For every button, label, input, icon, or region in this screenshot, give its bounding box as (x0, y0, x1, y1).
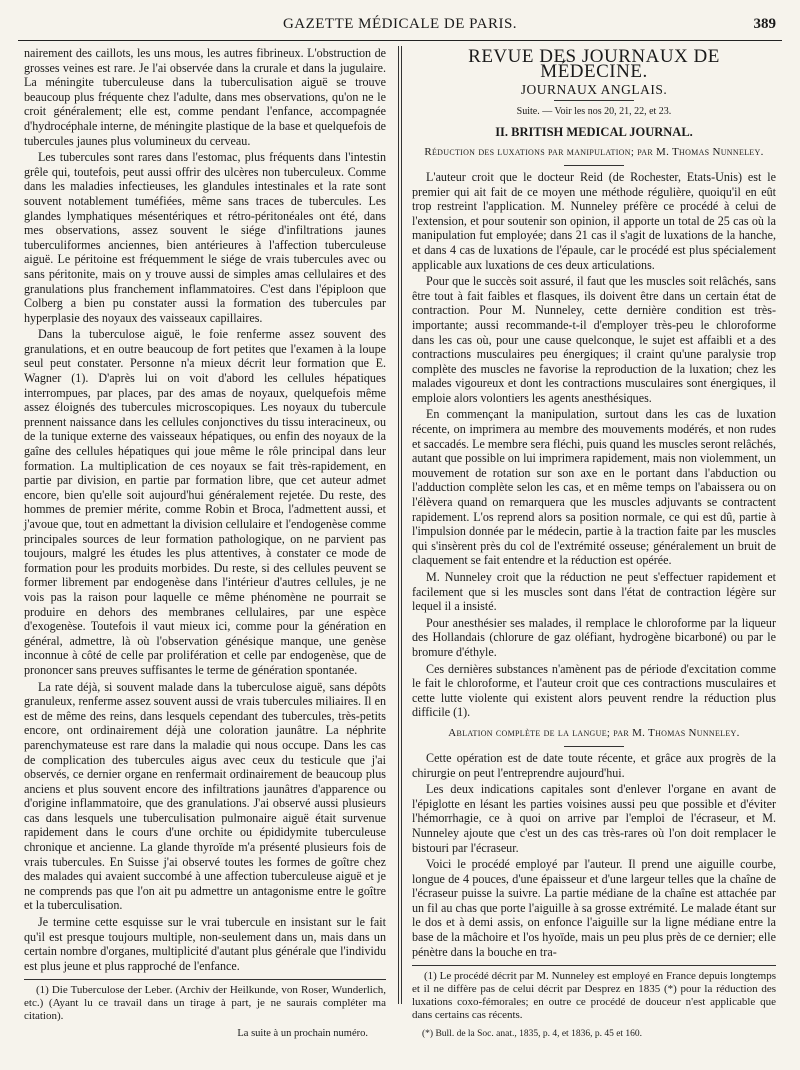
paragraph: L'auteur croit que le docteur Reid (de Rochester, Etats-Unis) est le premier qui ait fait de ce moyen une méthode régulière, quoiqu'il en eût trop restreint l'application. M. Nunneley préfère ce procédé à celui de l'extension, et pour soutenir son opinion, il apporte un total de 25 cas où la manipulation fut employée; dans 21 cas il s'agit de luxations de la hanche, et dans 4 cas de luxations de l'épaule, car le procédé est plus spécialement applicable aux luxations de ces deux articulations. (412, 169, 776, 272)
section-rule (554, 100, 634, 101)
article-rule (564, 165, 624, 166)
footnote: (1) Le procédé décrit par M. Nunneley est employé en France depuis longtemps et il ne diffère pas de celui décrit par Desprez en 1835 (*) pour la réduction des luxations coxo-fémorales; en outre ce procédé de douceur n'est applicable que dans certains cas récents. (412, 970, 776, 1022)
paragraph: Ces dernières substances n'amènent pas de période d'excitation comme le fait le chloroforme, et l'auteur croit que ces contractions musculaires et cette lutte violente qui existent alors peuvent rendre la réduction plus difficile (1). (412, 661, 776, 720)
paragraph: nairement des caillots, les uns mous, les autres fibrineux. L'obstruction de grosses veines est rare. Je l'ai observée dans la crurale et dans la jugulaire. La méningite tuberculeuse dans la tuberculisation aiguë se trouve beaucoup plus fréquente chez l'adulte, dans mes observations, qu'on ne le croit généralement; elle est, comme pendant l'enfance, accompagnée d'hydrocéphale interne, de méningite plastique de la base et quelquefois de tubercules jaunes plus volumineux du cerveau. (24, 46, 386, 148)
continued-note: La suite à un prochain numéro. (237, 1028, 368, 1040)
article-rule (564, 746, 624, 747)
footnote-rule (24, 979, 386, 980)
footnote: (1) Die Tuberculose der Leber. (Archiv der Heilkunde, von Roser, Wunderlich, etc.) (Ayant lu ce travail dans un tirage à part, je ne saurais compléter ma citation). (24, 984, 386, 1023)
left-column (24, 46, 386, 1042)
footnote-rule (412, 965, 776, 966)
paragraph: La rate déjà, si souvent malade dans la tuberculose aiguë, sans dépôts granuleux, renferme assez souvent aussi de vrais tubercules miliaires. Il en est de même des reins, dans lesquels cependant des tubercules, très-petits encore, ont ordinairement déjà une coloration jaunâtre. La néphrite parenchymateuse est rare dans la maladie qui nous occupe. Dans les cas de complication des tubercules aigus avec ceux du testicule que j'ai observés, ce dernier organe en renfermait ordinairement de beaucoup plus anciens et plus souvent encore des infiltrations jaunâtres d'apparence ou d'origine inflammatoire, que des granulations. J'ai observé aussi plusieurs cas dans lesquels une tuberculisation pulmonaire aiguë était survenue rapidement dans le cours d'une orchite ou épididymite tuberculeuse chronique et ancienne. La glande thyroïde m'a présenté plusieurs fois de vrais tubercules. En Suisse j'ai observé toutes les formes de goître chez des malades qui avaient succombé à une affection tuberculeuse aiguë et je ne comprends pas que l'on ait pu admettre un antagonisme entre le goître et la tuberculisation. (24, 679, 386, 913)
paragraph: Voici le procédé employé par l'auteur. Il prend une aiguille courbe, longue de 4 pouces, d'une épaisseur et d'une largeur telles que la chaîne de l'écraseur puisse la suivre. La partie médiane de la chaîne est attachée par un fil au chas que porte l'aiguille à sa grosse extrémité. Le malade étant sur le dos et à demi assis, on enfonce l'aiguille sur la ligne médiane entre la base de la mâchoire et l'os hyoïde, mais un peu plus près de ce dernier; elle pénètre dans la bouche en tra- (412, 857, 776, 959)
column-divider (398, 46, 399, 1004)
revue-title: REVUE DES JOURNAUX DE MÉDECINE. (468, 46, 720, 82)
sub-footnote: (*) Bull. de la Soc. anat., 1835, p. 4, et 1836, p. 45 et 160. (422, 1029, 643, 1040)
paragraph: Les tubercules sont rares dans l'estomac, plus fréquents dans l'intestin grêle qui, toutefois, peut aussi offrir des ulcères non tuberculeux. Comme dans les maladies infectieuses, les glandules intestinales et la rate sont souvent notablement tuméfiées, même sans traces de tubercules. Les glandes lymphatiques mésentériques et rétro-péritonéales ont été, dans mes observations, assez souvent le siége d'infiltrations jaunes tuberculiformes anciennes, bien antérieures à l'affection tuberculeuse aiguë. Le péritoine est fréquemment le siége de vrais tubercules avec ou sans péritonite, mais on y trouve aussi de simples amas cellulaires et des granulations plus franchement inflammatoires. C'est dans l'épiploon que Colberg a bien pu constater aussi la formation des tubercules par hyperplasie des noyaux des vaisseaux capillaires. (24, 150, 386, 325)
paragraph: Dans la tuberculose aiguë, le foie renferme assez souvent des granulations, et en outre beaucoup de fort petites que l'examen à la loupe seul peut constater. Personne n'a mieux décrit leur formation que E. Wagner (1). D'après lui on voit d'abord les cellules hépatiques interrompues, par places, par des amas de noyaux, quelquefois même assez éloignés des tubercules microscopiques. Les noyaux du tubercule prennent naissance dans les cellules conjonctives du tissu interacineux, ou de la tunique externe des vaisseaux hépatiques, ou enfin des noyaux de la gaîne des cellules hépatiques qui joue même le rôle principal dans leur formation. La multiplication de ces noyaux se fait très-rapidement, en partie par division, en partie par formation libre, que cet auteur admet encore, bien qu'elle soit aujourd'hui généralement rejetée. Du reste, des hommes de premier mérite, comme Robin et Broca, l'admettent aussi, et j'avoue que, tout en admettant la division cellulaire et l'endogenèse comme principales sources de leur formation pathologique, on ne parvient pas toujours, malgré les études les plus attentives, à constater ce mode de formation pour les produits morbides. Du reste, si des cellules peuvent se former librement par endogenèse dans l'intérieur d'autres cellules, je ne vois pas la raison pour laquelle ce même phénomène ne pourrait se produire en dehors des membranes cellulaires, par une espèce d'exogenèse. Toutefois il vaut mieux ici, comme pour la génération en général, admettre, là où l'observation génésique manque, une genèse inconnue à côté de celle par prolifération et celle par endogenèse, que de prononcer sans preuves suffisantes le terme de génération spontanée. (24, 327, 387, 677)
paragraph: Je termine cette esquisse sur le vrai tubercule en insistant sur le fait qu'il est presque toujours multiple, non-seulement dans un, mais dans un certain nombre d'organes, multiplicité d'autant plus générale que l'individu est plus jeune et plus rapproché de l'enfance. (24, 915, 386, 973)
section-title: JOURNAUX ANGLAIS. (520, 82, 668, 98)
paragraph: Pour que le succès soit assuré, il faut que les muscles soit relâchés, sans être tout à fait faibles et flasques, ils doivent être dans un certain état de contraction. Pour M. Nunneley, cette dernière condition est très-importante; aussi recommande-t-il d'employer très-peu le chloroforme dans les cas où, pour une cause quelconque, le sujet est affaibli et a des contractions musculaires peu énergiques; il craint qu'une paralysie trop complète des muscles ne favorise la reproduction de la luxation; chez les malades vigoureux et dont les contractions musculaires sont énergiques, il emploie alors volontiers les agents anesthésiques. (412, 274, 776, 405)
article-title: Réduction des luxations par manipulation; par M. Thomas Nunneley. (424, 145, 764, 158)
running-head (0, 16, 800, 38)
paragraph: Cette opération est de date toute récente, et grâce aux progrès de la chirurgie on peut l'entreprendre aujourd'hui. (412, 750, 776, 780)
paragraph: M. Nunneley croit que la réduction ne peut s'effectuer rapidement et facilement que si les muscles sont dans l'état de contraction légère sur lequel il a insisté. (412, 570, 776, 614)
paragraph: Pour anesthésier ses malades, il remplace le chloroforme par la liqueur des Hollandais (chlorure de gaz oléfiant, hydrogène bicarboné) ou par le bromure d'éthyle. (412, 615, 776, 659)
paragraph: Les deux indications capitales sont d'enlever l'organe en avant de l'épiglotte en lésant les parties voisines aussi peu que possible et d'éviter l'hémorrhagie, ce à quoi on arrive par l'emploi de l'écraseur, et M. Nunneley ajoute que c'est un des cas très-rares où l'on doit remplacer le bistouri par l'écraseur. (412, 782, 776, 855)
journal-title: GAZETTE MÉDICALE DE PARIS. (282, 16, 518, 32)
subsection-title: II. BRITISH MEDICAL JOURNAL. (495, 125, 693, 140)
right-column (412, 46, 776, 1041)
column-divider-inner (401, 46, 402, 1004)
article-title: Ablation complète de la langue; par M. Thomas Nunneley. (448, 726, 740, 739)
page-number: 389 (753, 16, 776, 32)
paragraph: En commençant la manipulation, surtout dans les cas de luxation récente, on imprimera au membre des mouvements modérés, et non rudes et saccadés. Le membre sera fléchi, puis quand les muscles seront relâchés, autant que possible on lui imprimera rapidement, mais non violemment, un mouvement de rotation sur son axe en le portant dans l'abduction ou l'adduction complète selon les cas, et en même temps on l'abaissera ou on l'élèvera quand on remarquera que les muscles adjuvants se contractent rapidement. L'os reprend alors sa position normale, ce qui est dû, partie à l'impulsion donnée par le médecin, partie à la traction faite par les muscles qui s'insèrent près du col de l'extrémité osseuse; généralement un bruit de claquement se fait entendre et la réduction est opérée. (412, 407, 777, 568)
header-rule (18, 40, 782, 41)
suite-note: Suite. — Voir les nos 20, 21, 22, et 23. (516, 105, 672, 117)
